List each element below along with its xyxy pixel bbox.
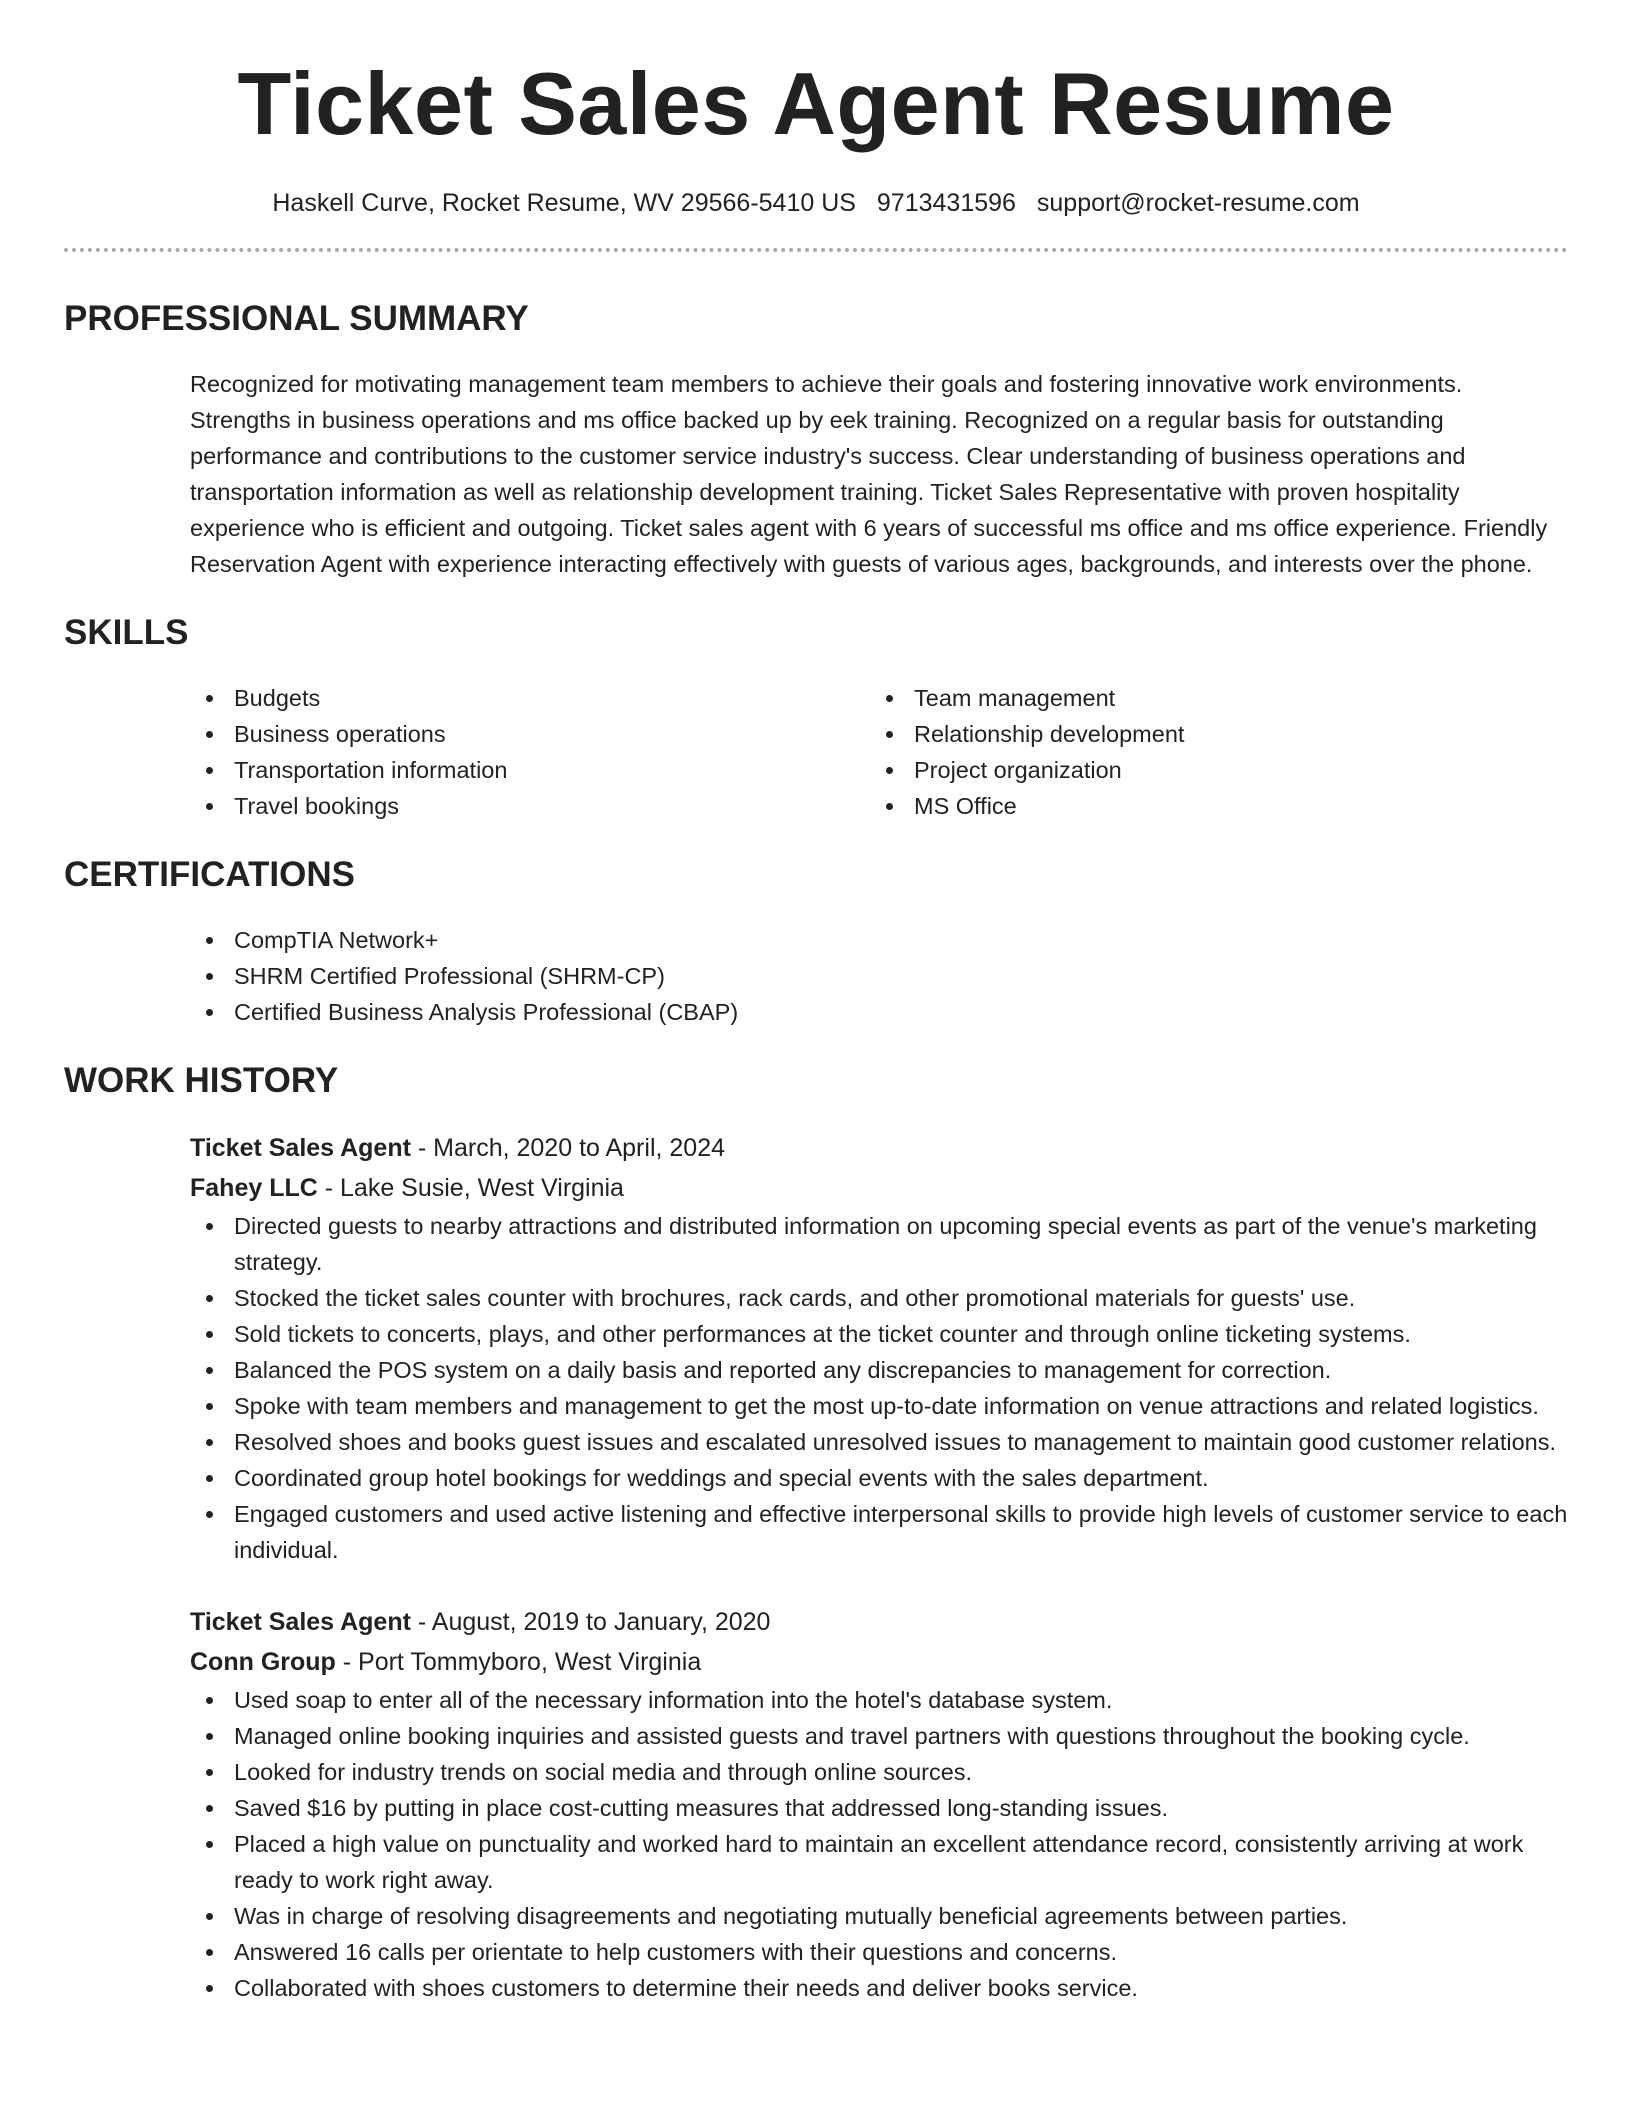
job-duty: Spoke with team members and management to get the most up-to-date information on venue attractions and related logistics.	[190, 1388, 1568, 1424]
job-duty: Coordinated group hotel bookings for weddings and special events with the sales department.	[190, 1460, 1568, 1496]
skills-heading: SKILLS	[64, 613, 189, 652]
job-duty: Stocked the ticket sales counter with brochures, rack cards, and other promotional materials for guests' use.	[190, 1280, 1568, 1316]
job-duty: Engaged customers and used active listening and effective interpersonal skills to provide high levels of customer service to each individual.	[190, 1496, 1568, 1568]
contact-phone: 9713431596	[876, 189, 1016, 217]
summary-heading: PROFESSIONAL SUMMARY	[64, 299, 529, 338]
job-title-line	[190, 1602, 1568, 1642]
job-entry	[190, 1602, 1568, 2006]
job-duty: Resolved shoes and books guest issues and escalated unresolved issues to management to maintain good customer relations.	[190, 1424, 1568, 1460]
job-duty: Sold tickets to concerts, plays, and other performances at the ticket counter and through online ticketing systems.	[190, 1316, 1568, 1352]
summary-text: Recognized for motivating management team members to achieve their goals and fostering innovative work environments. Strengths in business operations and ms office backed up by eek training. Recognized on a regular basis for outstanding performance and contributions to the customer service industry's success. Clear understanding of business operations and transportation information as well as relationship development training. Ticket Sales Representative with proven hospitality experience who is efficient and outgoing. Ticket sales agent with 6 years of successful ms office and ms office experience. Friendly Reservation Agent with experience interacting effectively with guests of various ages, backgrounds, and interests over the phone.	[190, 371, 1548, 577]
skills-column-right	[870, 680, 1550, 824]
contact-email: support@rocket-resume.com	[1036, 189, 1360, 217]
certifications-heading: CERTIFICATIONS	[64, 855, 356, 894]
job-duty: Saved $16 by putting in place cost-cutting measures that addressed long-standing issues.	[190, 1790, 1568, 1826]
certification-item: CompTIA Network+	[190, 922, 1568, 958]
contact-address: Haskell Curve, Rocket Resume, WV 29566-5410 US	[272, 189, 856, 217]
job-company-line	[190, 1642, 1568, 1682]
resume-title: Ticket Sales Agent Resume	[237, 54, 1395, 153]
job-company: Fahey LLC	[190, 1174, 318, 1202]
skill-item: Team management	[870, 680, 1550, 716]
skill-item: Business operations	[190, 716, 870, 752]
job-title: Ticket Sales Agent	[190, 1134, 411, 1162]
skills-column-left	[190, 680, 870, 824]
job-duty: Collaborated with shoes customers to determine their needs and deliver books service.	[190, 1970, 1568, 2006]
job-duties	[190, 1682, 1568, 2006]
skills-list	[190, 680, 1568, 824]
job-location: - Lake Susie, West Virginia	[317, 1174, 624, 1202]
job-entry	[190, 1128, 1568, 1568]
certification-item: Certified Business Analysis Professional (CBAP)	[190, 994, 1568, 1030]
job-company-line	[190, 1168, 1568, 1208]
job-title-line	[190, 1128, 1568, 1168]
work-history-heading: WORK HISTORY	[64, 1061, 339, 1100]
job-dates: - August, 2019 to January, 2020	[410, 1608, 771, 1636]
skill-item: Project organization	[870, 752, 1550, 788]
skill-item: Travel bookings	[190, 788, 870, 824]
job-duty: Balanced the POS system on a daily basis and reported any discrepancies to management for correction.	[190, 1352, 1568, 1388]
certifications-list	[190, 922, 1568, 1030]
job-duties	[190, 1208, 1568, 1568]
certification-item: SHRM Certified Professional (SHRM-CP)	[190, 958, 1568, 994]
header-divider	[64, 248, 1568, 252]
contact-info	[64, 188, 1568, 218]
job-company: Conn Group	[190, 1648, 336, 1676]
job-location: - Port Tommyboro, West Virginia	[335, 1648, 702, 1676]
skill-item: MS Office	[870, 788, 1550, 824]
job-duty: Placed a high value on punctuality and worked hard to maintain an excellent attendance record, consistently arriving at work ready to work right away.	[190, 1826, 1568, 1898]
job-duty: Looked for industry trends on social media and through online sources.	[190, 1754, 1568, 1790]
skill-item: Budgets	[190, 680, 870, 716]
job-duty: Used soap to enter all of the necessary information into the hotel's database system.	[190, 1682, 1568, 1718]
skill-item: Relationship development	[870, 716, 1550, 752]
job-duty: Managed online booking inquiries and assisted guests and travel partners with questions throughout the booking cycle.	[190, 1718, 1568, 1754]
job-title: Ticket Sales Agent	[190, 1608, 411, 1636]
job-dates: - March, 2020 to April, 2024	[410, 1134, 725, 1162]
skill-item: Transportation information	[190, 752, 870, 788]
job-duty: Was in charge of resolving disagreements and negotiating mutually beneficial agreements between parties.	[190, 1898, 1568, 1934]
job-duty: Directed guests to nearby attractions and distributed information on upcoming special events as part of the venue's marketing strategy.	[190, 1208, 1568, 1280]
job-duty: Answered 16 calls per orientate to help customers with their questions and concerns.	[190, 1934, 1568, 1970]
